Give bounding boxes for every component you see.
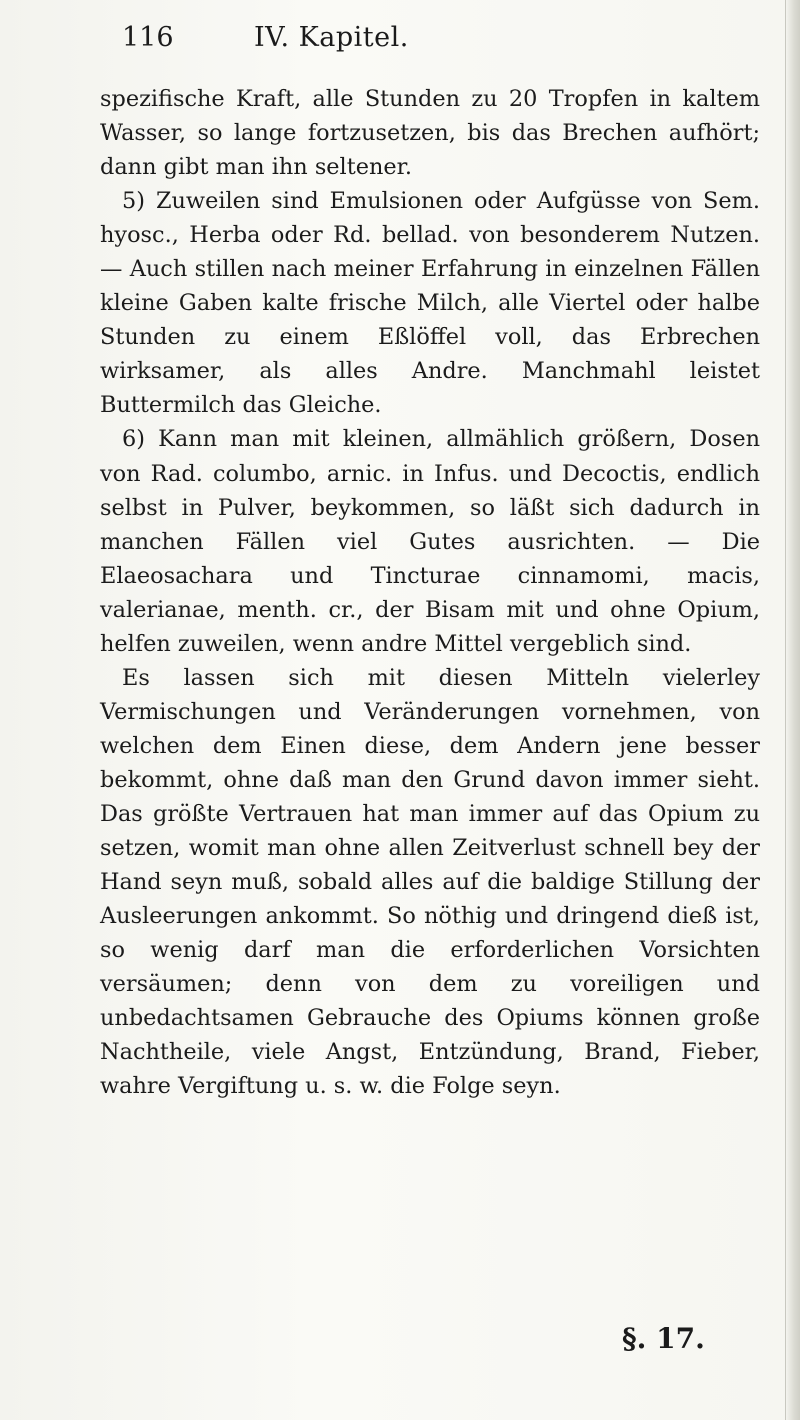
paragraph-opium: Es lassen sich mit diesen Mitteln vielerley Vermischungen und Veränderungen vornehmen, von welchen dem Einen diese, dem Andern jene besser bekommt, ohne daß man den Grund davon immer sieht. Das größte Vertrauen hat man immer auf das Opium zu setzen, womit man ohne allen Zeitverlust schnell bey der Hand seyn muß, sobald alles auf die baldige Stillung der Ausleerungen ankommt. So nöthig und dringend dieß ist, so wenig darf man die erforderlichen Vorsichten versäumen; denn von dem zu voreiligen und unbedachtsamen Gebrauche des Opiums können große Nachtheile, viele Angst, Entzündung, Brand, Fieber, wahre Vergiftung u. s. w. die Folge seyn.	[100, 664, 760, 1100]
page-edge	[785, 0, 800, 1420]
catchword: §. 17.	[622, 1322, 705, 1355]
page-header	[122, 22, 762, 62]
running-head: IV. Kapitel.	[254, 22, 409, 53]
body-text	[100, 82, 760, 1103]
paragraph-continuation: spezifische Kraft, alle Stunden zu 20 Tropfen in kaltem Wasser, so lange fortzusetzen, bis das Brechen aufhört; dann gibt man ihn seltener.	[100, 86, 760, 181]
page-number: 116	[122, 22, 174, 53]
paragraph-item-5: 5) Zuweilen sind Emulsionen oder Aufgüsse von Sem. hyosc., Herba oder Rd. bellad. von besonderem Nutzen. — Auch stillen nach meiner Erfahrung in einzelnen Fällen kleine Gaben kalte frische Milch, alle Viertel oder halbe Stunden zu einem Eßlöffel voll, das Erbrechen wirksamer, als alles Andre. Manchmahl leistet Buttermilch das Gleiche.	[100, 188, 760, 419]
paragraph-item-6: 6) Kann man mit kleinen, allmählich größern, Dosen von Rad. columbo, arnic. in Infus. und Decoctis, endlich selbst in Pulver, beykommen, so läßt sich dadurch in manchen Fällen viel Gutes ausrichten. — Die Elaeosachara und Tincturae cinnamomi, macis, valerianae, menth. cr., der Bisam mit und ohne Opium, helfen zuweilen, wenn andre Mittel vergeblich sind.	[100, 426, 760, 657]
